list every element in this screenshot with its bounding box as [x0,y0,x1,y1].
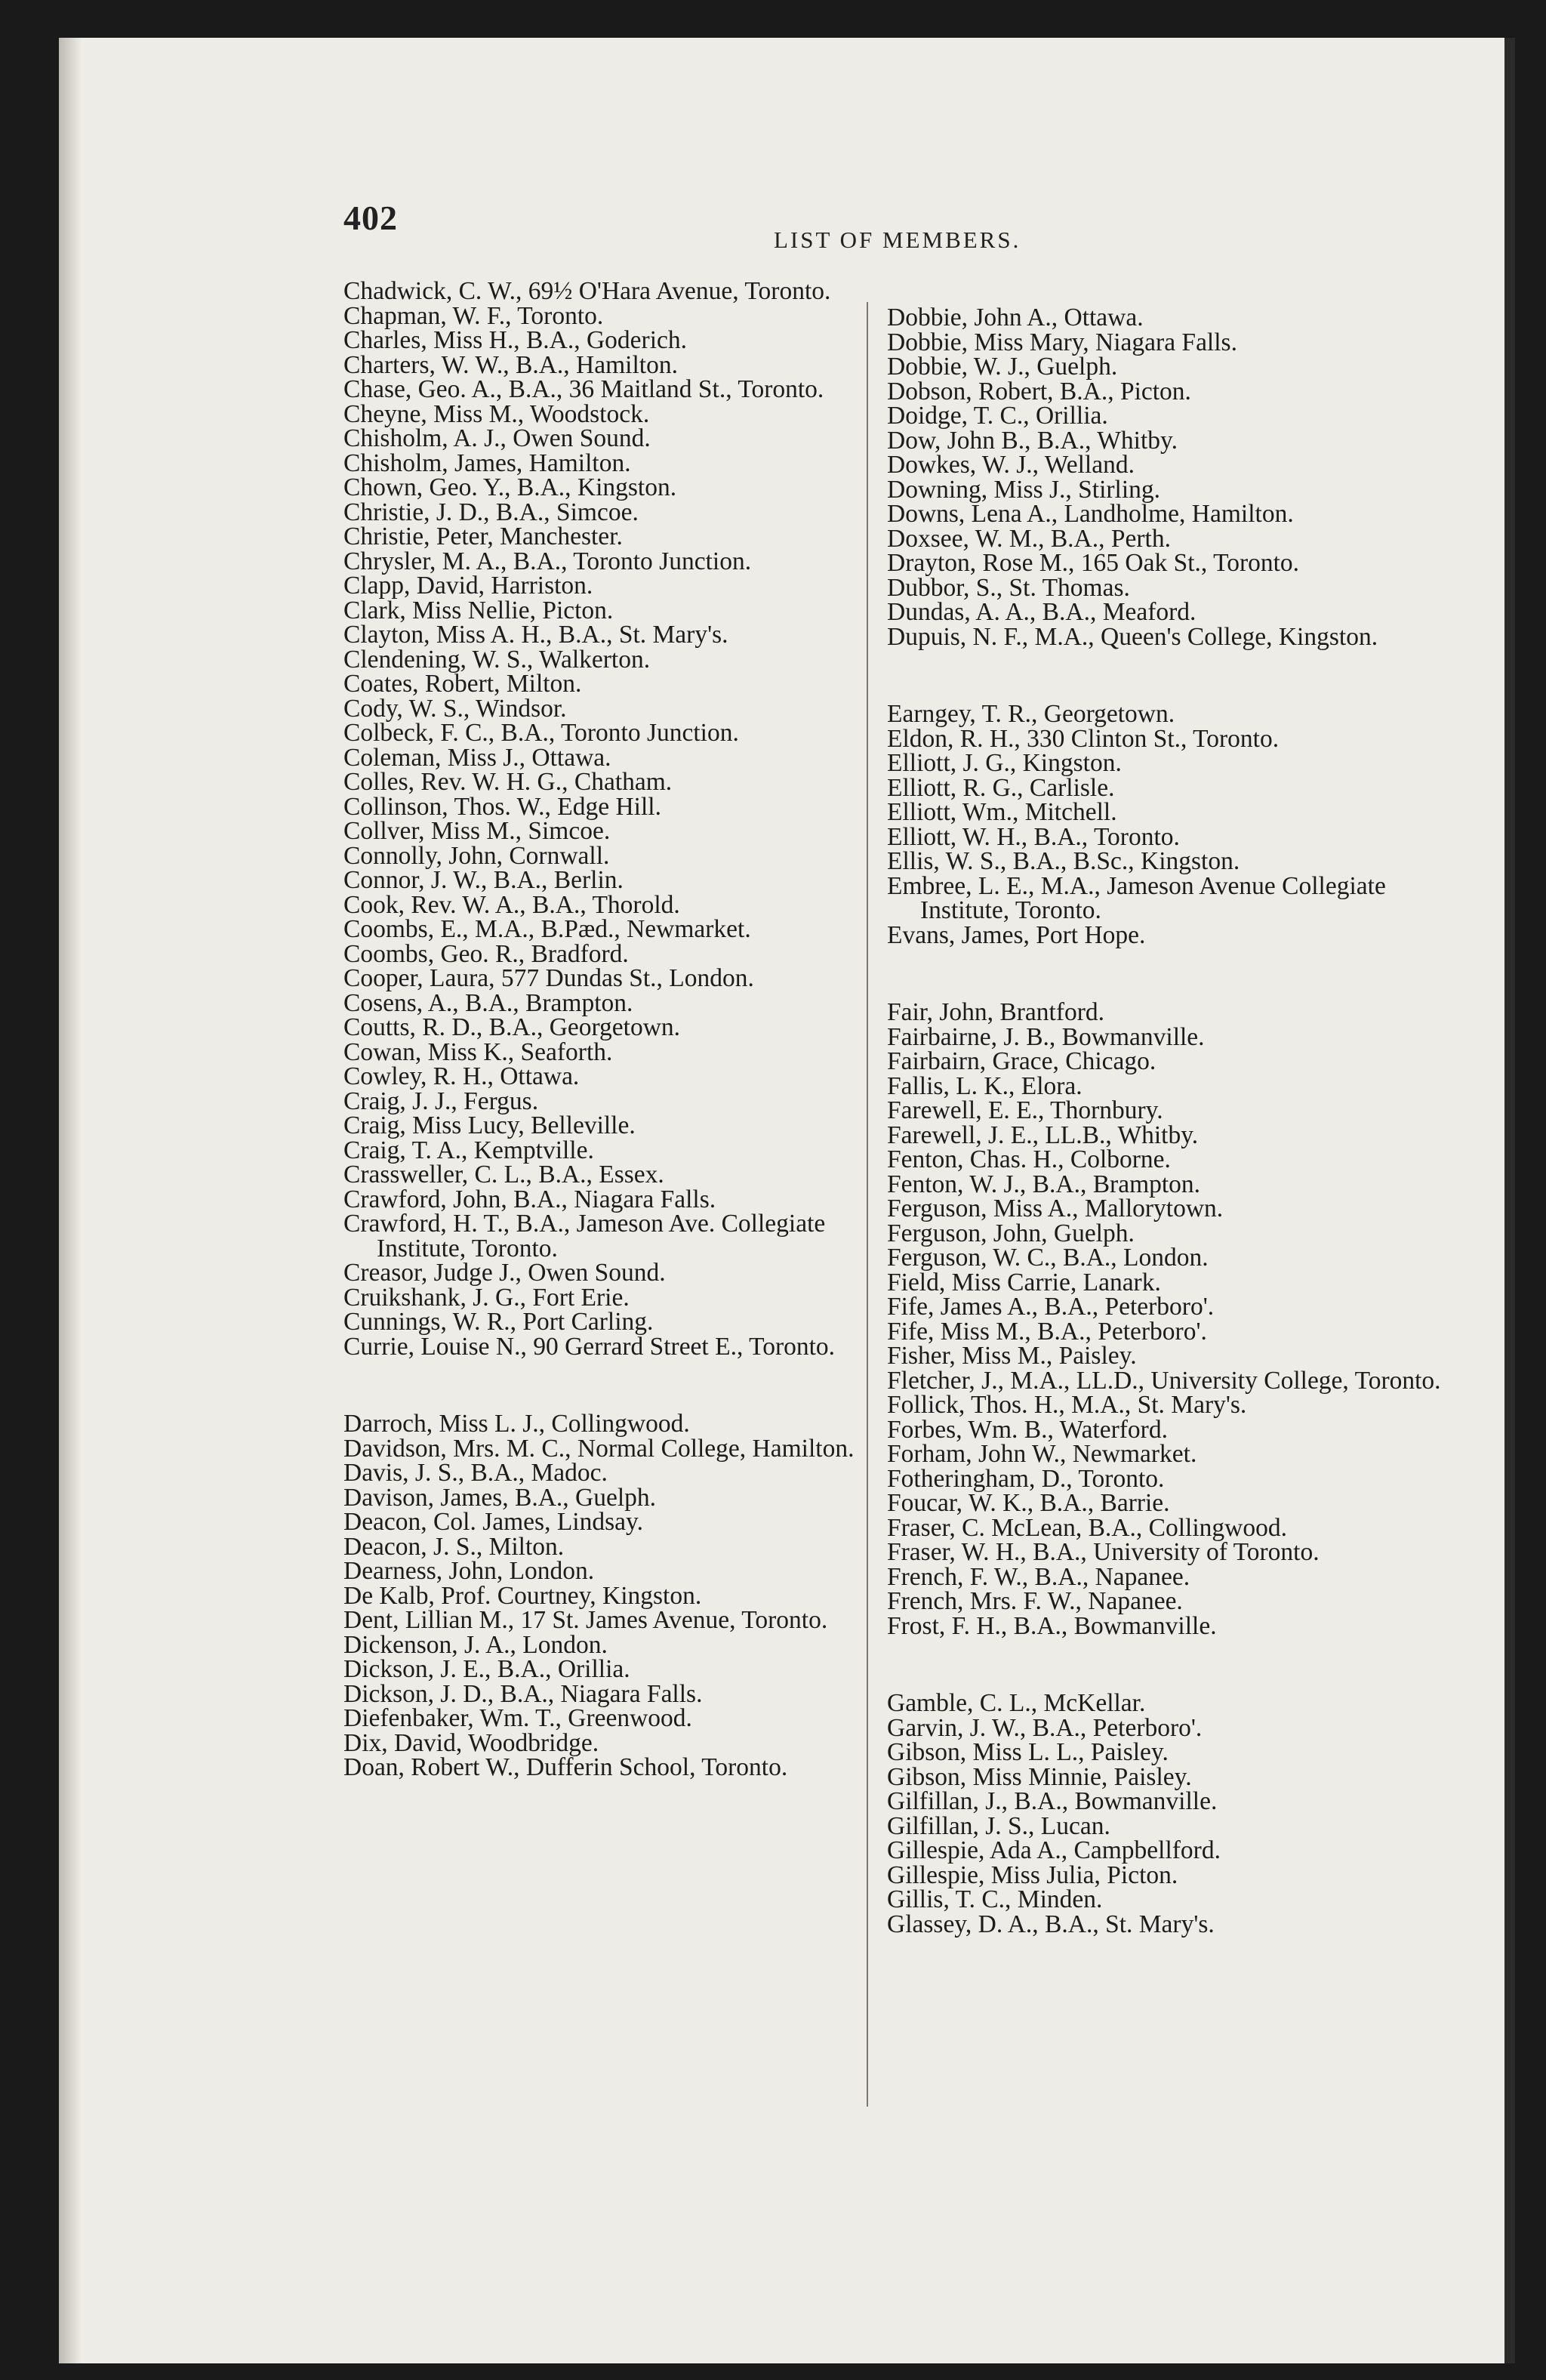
member-entry: Christie, J. D., B.A., Simcoe. [343,498,639,526]
member-entry: Doxsee, W. M., B.A., Perth. [887,524,1171,553]
member-entry: Dickson, J. D., B.A., Niagara Falls. [343,1679,703,1708]
member-entry: Gibson, Miss Minnie, Paisley. [887,1762,1192,1791]
member-entry: Davidson, Mrs. M. C., Normal College, Hamilton. [343,1434,855,1463]
member-entry: Connolly, John, Cornwall. [343,841,610,870]
member-entry: Dearness, John, London. [343,1557,595,1585]
member-entry: Forbes, Wm. B., Waterford. [887,1415,1168,1444]
member-entry: Chrysler, M. A., B.A., Toronto Junction. [343,547,752,575]
member-entry: Dupuis, N. F., M.A., Queen's College, Kingston. [887,622,1378,651]
member-entry: Gillis, T. C., Minden. [887,1885,1103,1913]
member-entry: Ferguson, John, Guelph. [887,1219,1135,1247]
member-entry: Frost, F. H., B.A., Bowmanville. [887,1611,1217,1640]
member-entry: Gamble, C. L., McKellar. [887,1689,1146,1717]
member-entry: Fraser, C. McLean, B.A., Collingwood. [887,1513,1287,1542]
column-divider [867,302,868,2107]
member-entry: Fisher, Miss M., Paisley. [887,1342,1137,1370]
member-entry: Cosens, A., B.A., Brampton. [343,988,633,1017]
member-entry: Cunnings, W. R., Port Carling. [343,1308,654,1336]
member-entry: Chadwick, C. W., 69½ O'Hara Avenue, Toronto. [343,277,831,305]
member-entry: Chown, Geo. Y., B.A., Kingston. [343,473,677,501]
member-entry: Fairbairn, Grace, Chicago. [887,1047,1156,1075]
member-entry: Clapp, David, Harriston. [343,572,593,600]
member-entry: Downs, Lena A., Landholme, Hamilton. [887,500,1294,528]
member-entry: Garvin, J. W., B.A., Peterboro'. [887,1713,1203,1742]
member-entry: Gilfillan, J., B.A., Bowmanville. [887,1787,1218,1815]
member-entry: Cooper, Laura, 577 Dundas St., London. [343,964,754,992]
member-entry: Dundas, A. A., B.A., Meaford. [887,598,1196,626]
member-entry: Charters, W. W., B.A., Hamilton. [343,350,678,379]
member-entry: Coombs, E., M.A., B.Pæd., Newmarket. [343,915,751,943]
member-entry: Cody, W. S., Windsor. [343,694,567,723]
member-entry: Field, Miss Carrie, Lanark. [887,1268,1161,1296]
section-gap [887,649,1446,702]
member-entry: Fenton, W. J., B.A., Brampton. [887,1170,1201,1198]
member-entry: Collver, Miss M., Simcoe. [343,817,611,845]
member-entry: Foucar, W. K., B.A., Barrie. [887,1489,1170,1517]
member-entry: Fraser, W. H., B.A., University of Toronto. [887,1538,1320,1566]
member-entry: Eldon, R. H., 330 Clinton St., Toronto. [887,724,1280,753]
member-entry: Crassweller, C. L., B.A., Essex. [343,1161,664,1188]
member-entry: Dow, John B., B.A., Whitby. [887,426,1178,455]
member-entry: Dubbor, S., St. Thomas. [887,573,1130,602]
member-entry: Connor, J. W., B.A., Berlin. [343,866,624,894]
member-entry: Fair, John, Brantford. [887,998,1105,1026]
member-entry: Deacon, J. S., Milton. [343,1532,565,1561]
member-entry: Dent, Lillian M., 17 St. James Avenue, Toronto. [343,1606,828,1634]
left-column [343,279,887,1780]
section-gap [887,948,1446,1000]
section-gap [887,1639,1446,1691]
member-entry: Dobbie, John A., Ottawa. [887,304,1144,331]
member-entry: Gilfillan, J. S., Lucan. [887,1811,1110,1840]
member-entry: Dix, David, Woodbridge. [343,1728,599,1757]
member-entry: Diefenbaker, Wm. T., Greenwood. [343,1704,692,1732]
member-entry: Fife, Miss M., B.A., Peterboro'. [887,1317,1207,1346]
member-entry: French, F. W., B.A., Napanee. [887,1562,1190,1591]
right-column [887,306,1446,1937]
member-entry: Darroch, Miss L. J., Collingwood. [343,1410,690,1438]
member-entry: Coleman, Miss J., Ottawa. [343,743,611,772]
member-entry: Elliott, Wm., Mitchell. [887,798,1117,826]
member-entry: Fletcher, J., M.A., LL.D., University College, Toronto. [887,1366,1441,1395]
member-entry: De Kalb, Prof. Courtney, Kingston. [343,1581,702,1610]
member-entry: Cook, Rev. W. A., B.A., Thorold. [343,890,680,919]
member-entry: Craig, T. A., Kemptville. [343,1136,594,1164]
member-entry: Evans, James, Port Hope. [887,920,1146,949]
member-entry: Crawford, John, B.A., Niagara Falls. [343,1185,716,1213]
member-entry: Elliott, W. H., B.A., Toronto. [887,822,1180,851]
member-entry: Clayton, Miss A. H., B.A., St. Mary's. [343,621,728,649]
member-entry: Craig, J. J., Fergus. [343,1087,539,1115]
member-entry: Fenton, Chas. H., Colborne. [887,1145,1171,1173]
member-entry: Colles, Rev. W. H. G., Chatham. [343,768,673,796]
member-entry: Fairbairne, J. B., Bowmanville. [887,1022,1205,1051]
running-header: LIST OF MEMBERS. [774,227,1021,253]
member-entry: Colbeck, F. C., B.A., Toronto Junction. [343,719,739,747]
member-entry: Gibson, Miss L. L., Paisley. [887,1738,1169,1766]
member-entry: Ferguson, W. C., B.A., London. [887,1244,1209,1272]
member-entry: Gillespie, Ada A., Campbellford. [887,1836,1221,1864]
member-entry: Coutts, R. D., B.A., Georgetown. [343,1013,681,1041]
member-entry: Ferguson, Miss A., Mallorytown. [887,1195,1224,1222]
member-entry: Drayton, Rose M., 165 Oak St., Toronto. [887,549,1300,577]
member-entry: Embree, L. E., M.A., Jameson Avenue Collegiate Institute, Toronto. [887,871,1386,924]
member-entry: Downing, Miss J., Stirling. [887,475,1161,504]
member-entry: Cowan, Miss K., Seaforth. [343,1037,613,1066]
page-number: 402 [343,199,398,237]
member-entry: Chase, Geo. A., B.A., 36 Maitland St., Toronto. [343,375,824,403]
member-entry: Chisholm, James, Hamilton. [343,449,631,477]
member-entry: Chapman, W. F., Toronto. [343,301,604,330]
member-entry: Fife, James A., B.A., Peterboro'. [887,1293,1215,1321]
member-entry: Dowkes, W. J., Welland. [887,451,1135,479]
member-entry: Davison, James, B.A., Guelph. [343,1483,657,1512]
member-entry: Chisholm, A. J., Owen Sound. [343,424,651,452]
section-gap [343,1359,887,1412]
member-entry: Dickson, J. E., B.A., Orillia. [343,1655,630,1683]
member-entry: Dobson, Robert, B.A., Picton. [887,377,1191,405]
member-entry: Creasor, Judge J., Owen Sound. [343,1259,666,1287]
member-entry: Forham, John W., Newmarket. [887,1440,1197,1468]
member-entry: Cowley, R. H., Ottawa. [343,1062,580,1090]
member-entry: Glassey, D. A., B.A., St. Mary's. [887,1910,1215,1938]
member-entry: Elliott, J. G., Kingston. [887,749,1122,777]
member-entry: Currie, Louise N., 90 Gerrard Street E., Toronto. [343,1332,836,1361]
member-entry: Farewell, J. E., LL.B., Whitby. [887,1121,1199,1149]
member-entry: Dobbie, Miss Mary, Niagara Falls. [887,328,1237,356]
member-entry: Fallis, L. K., Elora. [887,1071,1083,1100]
member-entry: Crawford, H. T., B.A., Jameson Ave. Collegiate Institute, Toronto. [343,1210,826,1262]
member-entry: Coombs, Geo. R., Bradford. [343,939,629,968]
member-entry: Cruikshank, J. G., Fort Erie. [343,1283,630,1312]
member-entry: Dickenson, J. A., London. [343,1630,608,1659]
member-entry: Charles, Miss H., B.A., Goderich. [343,326,687,354]
member-entry: Clark, Miss Nellie, Picton. [343,596,614,624]
member-entry: Doidge, T. C., Orillia. [887,402,1108,430]
member-entry: Christie, Peter, Manchester. [343,523,623,550]
member-entry: Farewell, E. E., Thornbury. [887,1096,1163,1124]
member-entry: Davis, J. S., B.A., Madoc. [343,1459,608,1487]
member-entry: Collinson, Thos. W., Edge Hill. [343,792,661,821]
member-entry: Cheyne, Miss M., Woodstock. [343,399,650,428]
member-entry: Fotheringham, D., Toronto. [887,1464,1165,1493]
member-entry: Elliott, R. G., Carlisle. [887,773,1115,802]
member-entry: Coates, Robert, Milton. [343,670,582,698]
member-entry: Gillespie, Miss Julia, Picton. [887,1861,1178,1889]
member-entry: Craig, Miss Lucy, Belleville. [343,1111,636,1139]
member-entry: Deacon, Col. James, Lindsay. [343,1508,643,1536]
page-fold-shadow [59,38,82,2363]
member-entry: Dobbie, W. J., Guelph. [887,353,1118,381]
member-entry: Follick, Thos. H., M.A., St. Mary's. [887,1391,1247,1419]
member-entry: Earngey, T. R., Georgetown. [887,700,1175,728]
member-entry: Clendening, W. S., Walkerton. [343,645,651,674]
member-entry: French, Mrs. F. W., Napanee. [887,1587,1183,1615]
member-entry: Doan, Robert W., Dufferin School, Toronto. [343,1753,788,1781]
member-entry: Ellis, W. S., B.A., B.Sc., Kingston. [887,847,1240,875]
